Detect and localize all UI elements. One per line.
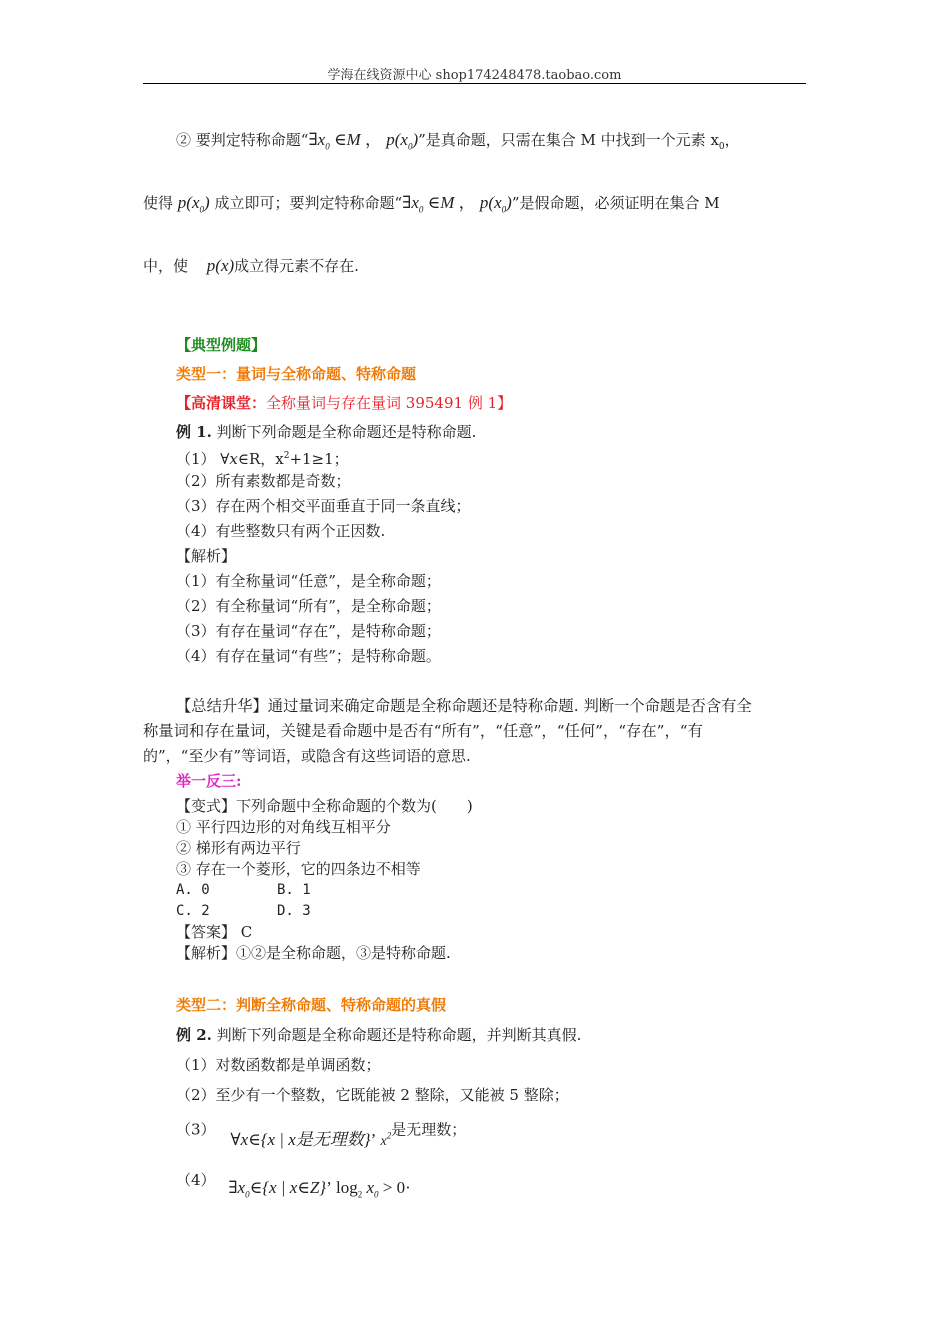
example-1-analysis-3: （3）有存在量词“存在”，是特称命题；	[176, 622, 441, 640]
example-1-item-1: （1） ∀x∈R，$x^2+1\ge 1$；	[176, 450, 349, 468]
formula-exists-log: $\exists x_0\in\{x$ | x∈Z}’ $\log_2 x_0 > 0\cdot$	[228, 1178, 411, 1200]
example-2-item-4: （4） $\exists x_0\in\{x$ | x∈Z}’ $\log_2 x_0 > 0\cdot$	[176, 1171, 411, 1200]
example-1-prompt: 例 1. 判断下列命题是全称命题还是特称命题.	[176, 423, 477, 441]
practice-heading: 举一反三:	[176, 772, 242, 790]
formula-forall-irrational: ∀x∈{x | x是无理数}’ $x^2$	[230, 1129, 392, 1149]
option-d: D. 3	[277, 903, 311, 919]
formula-exists-x0: $\exists x_0$ ∈M ， $p(x_0)$	[308, 130, 419, 152]
variant-answer: 【答案】 C	[176, 923, 253, 941]
page-header: 学海在线资源中心 shop174248478.taobao.com	[327, 68, 622, 83]
example-2-item-3: （3） ∀x∈{x | x是无理数}’ $x^2$是无理数；	[176, 1120, 467, 1149]
summary-line-3: 的”，“至少有”等词语，或隐含有这些词语的意思.	[143, 747, 471, 765]
variant-item-3: ③ 存在一个菱形，它的四条边不相等	[176, 860, 421, 878]
example-1-item-4: （4）有些整数只有两个正因数.	[176, 522, 386, 540]
example-1-analysis-4: （4）有存在量词“有些”；是特称命题。	[176, 647, 441, 665]
option-c: C. 2	[176, 903, 210, 919]
example-2-item-1: （1）对数函数都是单调函数；	[176, 1056, 381, 1074]
typical-examples-heading: 【典型例题】	[176, 336, 267, 354]
example-1-item-3: （3）存在两个相交平面垂直于同一条直线；	[176, 497, 471, 515]
variant-item-1: ① 平行四边形的对角线互相平分	[176, 818, 391, 836]
option-b: B. 1	[277, 882, 311, 898]
example-1-analysis-1: （1）有全称量词“任意”，是全称命题；	[176, 572, 441, 590]
example-2-prompt: 例 2. 判断下列命题是全称命题还是特称命题，并判断其真假.	[176, 1026, 582, 1044]
type2-heading: 类型二：判断全称命题、特称命题的真假	[176, 996, 447, 1014]
hd-classroom-note: 【高清课堂：全称量词与存在量词 395491 例 1】	[176, 394, 513, 412]
intro-line-2: 使得 $p(x_0)$ 成立即可；要判定特称命题“$\exists x_0$ ∈M ， $p(x_0)$”是假命题，必须证明在集合 M	[143, 193, 720, 215]
intro-line-3: 中，使 p(x)成立得元素不存在.	[143, 256, 359, 275]
example-1-analysis-title: 【解析】	[176, 547, 237, 565]
summary-line-1: 【总结升华】通过量词来确定命题是全称命题还是特称命题. 判断一个命题是否含有全	[176, 697, 752, 715]
intro-line-1: ② 要判定特称命题“$\exists x_0$ ∈M ， $p(x_0)$”是真命题，只需在集合 M 中找到一个元素 $x_0$，	[176, 130, 740, 152]
header-rule	[143, 83, 806, 84]
example-2-item-2: （2）至少有一个整数，它既能被 2 整除，又能被 5 整除；	[176, 1086, 569, 1104]
formula-px: p(x)	[206, 256, 235, 275]
summary-line-2: 称量词和存在量词，关键是看命题中是否有“所有”，“任意”，“任何”，“存在”，“有	[143, 722, 703, 740]
option-a: A. 0	[176, 882, 210, 898]
formula-exists-x0-false: $\exists x_0$ ∈M ， $p(x_0)$	[402, 193, 512, 215]
variant-item-2: ② 梯形有两边平行	[176, 839, 301, 857]
example-1-analysis-2: （2）有全称量词“所有”，是全称命题；	[176, 597, 441, 615]
type1-heading: 类型一：量词与全称命题、特称命题	[176, 365, 417, 383]
variant-prompt: 【变式】下列命题中全称命题的个数为( )	[176, 797, 473, 815]
example-1-item-2: （2）所有素数都是奇数；	[176, 472, 351, 490]
formula-p-x0: $p(x_0)$	[177, 193, 210, 215]
variant-analysis: 【解析】①②是全称命题，③是特称命题.	[176, 944, 451, 962]
